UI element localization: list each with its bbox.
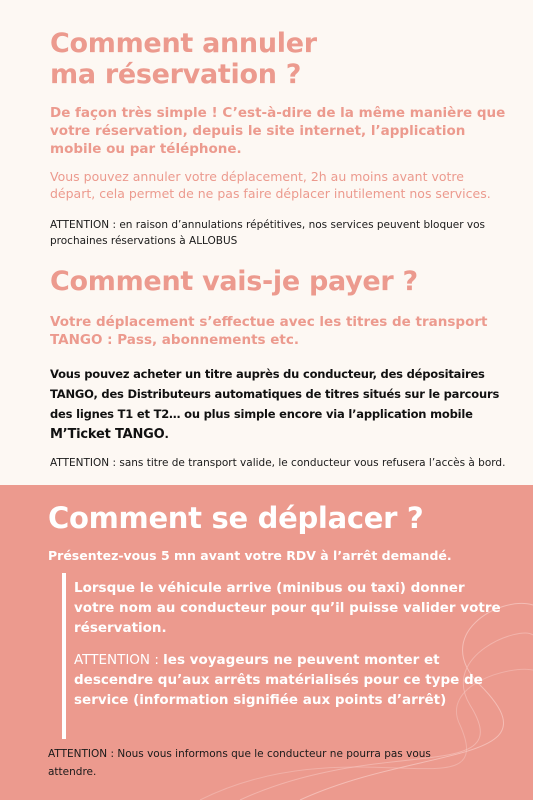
app-name: M’Ticket TANGO <box>50 427 165 442</box>
payment-note: ATTENTION : sans titre de transport valide, le conducteur vous refusera l’accès à bord. <box>50 457 506 469</box>
travel-title: Comment se déplacer ? <box>48 501 424 535</box>
travel-section <box>0 485 533 800</box>
cancel-title-line1: Comment annuler <box>50 28 317 59</box>
cancel-paragraph: Vous pouvez annuler votre déplacement, 2h au moins avant votre départ, cela permet de ne pas faire déplacer inutilement nos services. <box>50 169 491 201</box>
travel-quote-2 <box>74 650 504 710</box>
travel-quote-2-text: les voyageurs ne peuvent monter et descendre qu’aux arrêts matérialisés pour ce type de service (information signifiée aux points d’arrêt) <box>74 652 483 708</box>
payment-body-text: Vous pouvez acheter un titre auprès du conducteur, des dépositaires TANGO, des Distributeurs automatiques de titres situés sur le parcours des lignes T1 et T2… ou plus simple encore via l’application mobile <box>50 367 500 421</box>
payment-body-end: . <box>164 427 169 441</box>
cancel-note: ATTENTION : en raison d’annulations répétitives, nos services peuvent bloquer vos prochaines réservations à ALLOBUS <box>50 219 486 247</box>
payment-body <box>50 364 510 445</box>
travel-quote-2-prefix: ATTENTION : <box>74 652 164 668</box>
cancel-title <box>50 28 317 90</box>
payment-title: Comment vais-je payer ? <box>50 266 418 297</box>
travel-lead: Présentez-vous 5 mn avant votre RDV à l’arrêt demandé. <box>48 548 452 563</box>
travel-note: ATTENTION : Nous vous informons que le conducteur ne pourra pas vous attendre. <box>48 748 431 778</box>
cancel-title-line2: ma réservation ? <box>50 59 302 90</box>
travel-quote-1: Lorsque le véhicule arrive (minibus ou taxi) donner votre nom au conducteur pour qu’il puisse valider votre réservation. <box>74 580 501 636</box>
cancel-lead: De façon très simple ! C’est-à-dire de la même manière que votre réservation, depuis le site internet, l’application mobile ou par téléphone. <box>50 105 506 157</box>
payment-lead: Votre déplacement s’effectue avec les titres de transport TANGO : Pass, abonnements etc. <box>50 314 488 348</box>
quote-bar <box>62 573 66 739</box>
